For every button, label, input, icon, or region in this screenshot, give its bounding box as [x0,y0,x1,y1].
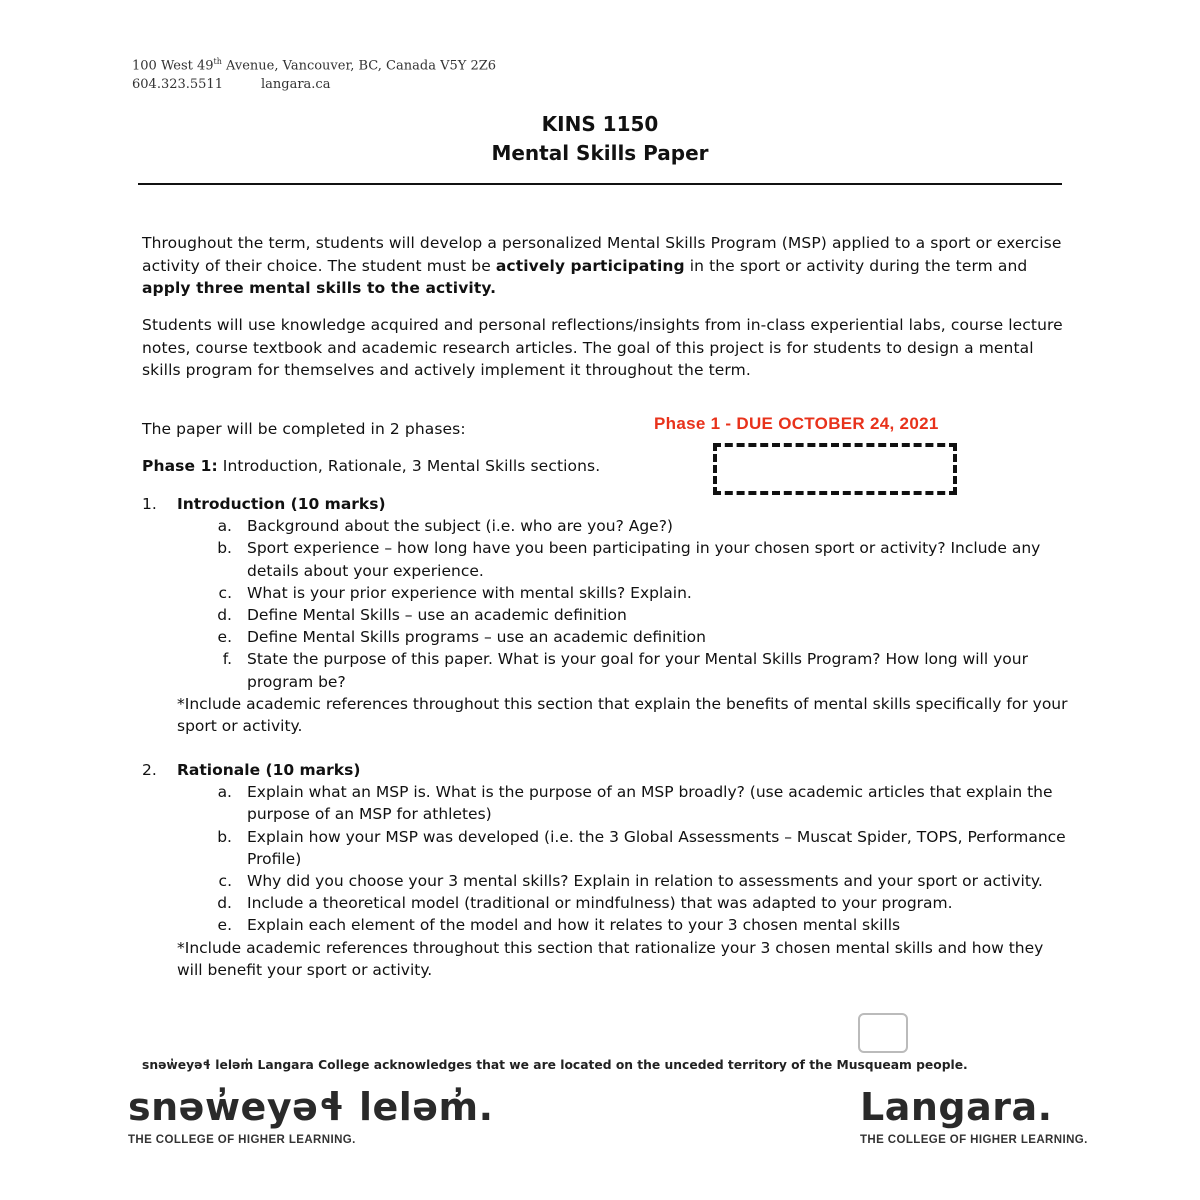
phase1-line [142,455,1072,478]
list-item [142,870,1072,892]
website-link[interactable]: langara.ca [260,77,331,93]
document-title [0,110,1200,168]
item-letter: d. [217,894,232,913]
intro-bold-2: apply three mental skills to the activity. [142,279,497,297]
land-acknowledgement: snəw̓eyəɬ leləm̓ Langara College acknowledges that we are located on the unceded territory of the Musqueam people. [142,1058,968,1072]
item-text: Define Mental Skills – use an academic definition [247,606,627,625]
list-item [142,826,1072,870]
item-letter: f. [222,650,232,669]
address-pre: 100 West 49 [132,58,214,74]
phase1-text: Introduction, Rationale, 3 Mental Skills sections. [217,457,601,475]
knowledge-paragraph: Students will use knowledge acquired and personal reflections/insights from in-class experiential labs, course lecture notes, course textbook and academic research articles. The goal of this project is for students to design a mental skills program for themselves and actively implement it throughout the term. [142,316,1063,379]
item-letter: b. [217,539,232,558]
intro-text-1: Throughout the term, students will develop a personalized Mental Skills Program (MSP) applied to a sport or exercise activity of their choice. The student must be [142,234,1062,275]
logo-right-word: Langara. [860,1085,1053,1129]
list-item [142,781,1072,825]
intro-bold-1: actively participating [495,256,685,275]
item-letter: e. [217,916,232,935]
item-text: Explain what an MSP is. What is the purpose of an MSP broadly? (use academic articles that explain the purpose of an MSP for athletes) [247,783,1053,824]
section-items [142,515,1072,693]
item-text: Explain each element of the model and how it relates to your 3 chosen mental skills [247,916,901,935]
address-sup: th [213,57,222,66]
section-note: *Include academic references throughout this section that rationalize your 3 chosen mental skills and how they will benefit your sport or activity. [177,938,1044,979]
item-text: Explain how your MSP was developed (i.e. the 3 Global Assessments – Muscat Spider, TOPS, Performance Profile) [247,827,1066,868]
section-number: 2. [142,761,157,779]
intro-text-2: in the sport or activity during the term and [684,256,1028,275]
list-item [142,515,1072,537]
logo-left-tagline: THE COLLEGE OF HIGHER LEARNING. [128,1134,356,1146]
item-text: Define Mental Skills programs – use an academic definition [247,628,706,647]
item-letter: c. [218,872,232,891]
section-heading: Rationale (10 marks) [177,761,361,779]
section-number: 1. [142,495,157,513]
section-introduction [142,493,1072,737]
item-text: Sport experience – how long have you been participating in your chosen sport or activity? Include any details about your experience. [247,539,1041,580]
due-date-stamp: Phase 1 - DUE OCTOBER 24, 2021 [654,414,939,433]
logo-left-word: snəw̓eyəɬ leləm̓. [128,1085,494,1129]
item-text: State the purpose of this paper. What is your goal for your Mental Skills Program? How long will your program be? [247,650,1028,691]
item-text: Include a theoretical model (traditional or mindfulness) that was adapted to your program. [247,894,953,913]
course-code: KINS 1150 [541,112,659,136]
contact-line [132,75,496,94]
item-letter: a. [217,783,232,802]
phase1-label: Phase 1: [142,457,218,475]
list-item [142,648,1072,692]
list-item [142,604,1072,626]
item-letter: b. [217,827,232,846]
logo-right-tagline: THE COLLEGE OF HIGHER LEARNING. [860,1134,1088,1146]
list-item [142,914,1072,936]
list-item [142,582,1072,604]
phone-number: 604.323.5511 [132,77,223,93]
section-items [142,781,1072,936]
section-heading: Introduction (10 marks) [177,495,386,513]
checkbox[interactable] [858,1013,908,1053]
item-text: Why did you choose your 3 mental skills? Explain in relation to assessments and your sport or activity. [247,872,1043,891]
section-note: *Include academic references throughout this section that explain the benefits of mental skills specifically for your sport or activity. [177,694,1068,736]
item-text: Background about the subject (i.e. who are you? Age?) [247,517,673,536]
snaweyal-lelam-logo [128,1083,494,1146]
item-letter: e. [217,628,232,647]
intro-paragraph [142,232,1072,300]
item-letter: c. [218,583,232,602]
list-item [142,892,1072,914]
address-post: Avenue, Vancouver, BC, Canada V5Y 2Z6 [221,58,497,74]
title-divider [138,183,1062,185]
phases-line: The paper will be completed in 2 phases: [142,420,466,438]
paper-title: Mental Skills Paper [491,141,709,165]
street-address [132,52,496,75]
item-text: What is your prior experience with mental skills? Explain. [247,583,692,602]
address-block [132,52,496,94]
item-letter: a. [217,517,232,536]
list-item [142,626,1072,648]
item-letter: d. [217,606,232,625]
section-rationale [142,759,1072,981]
list-item [142,537,1072,581]
langara-logo [860,1083,1088,1146]
